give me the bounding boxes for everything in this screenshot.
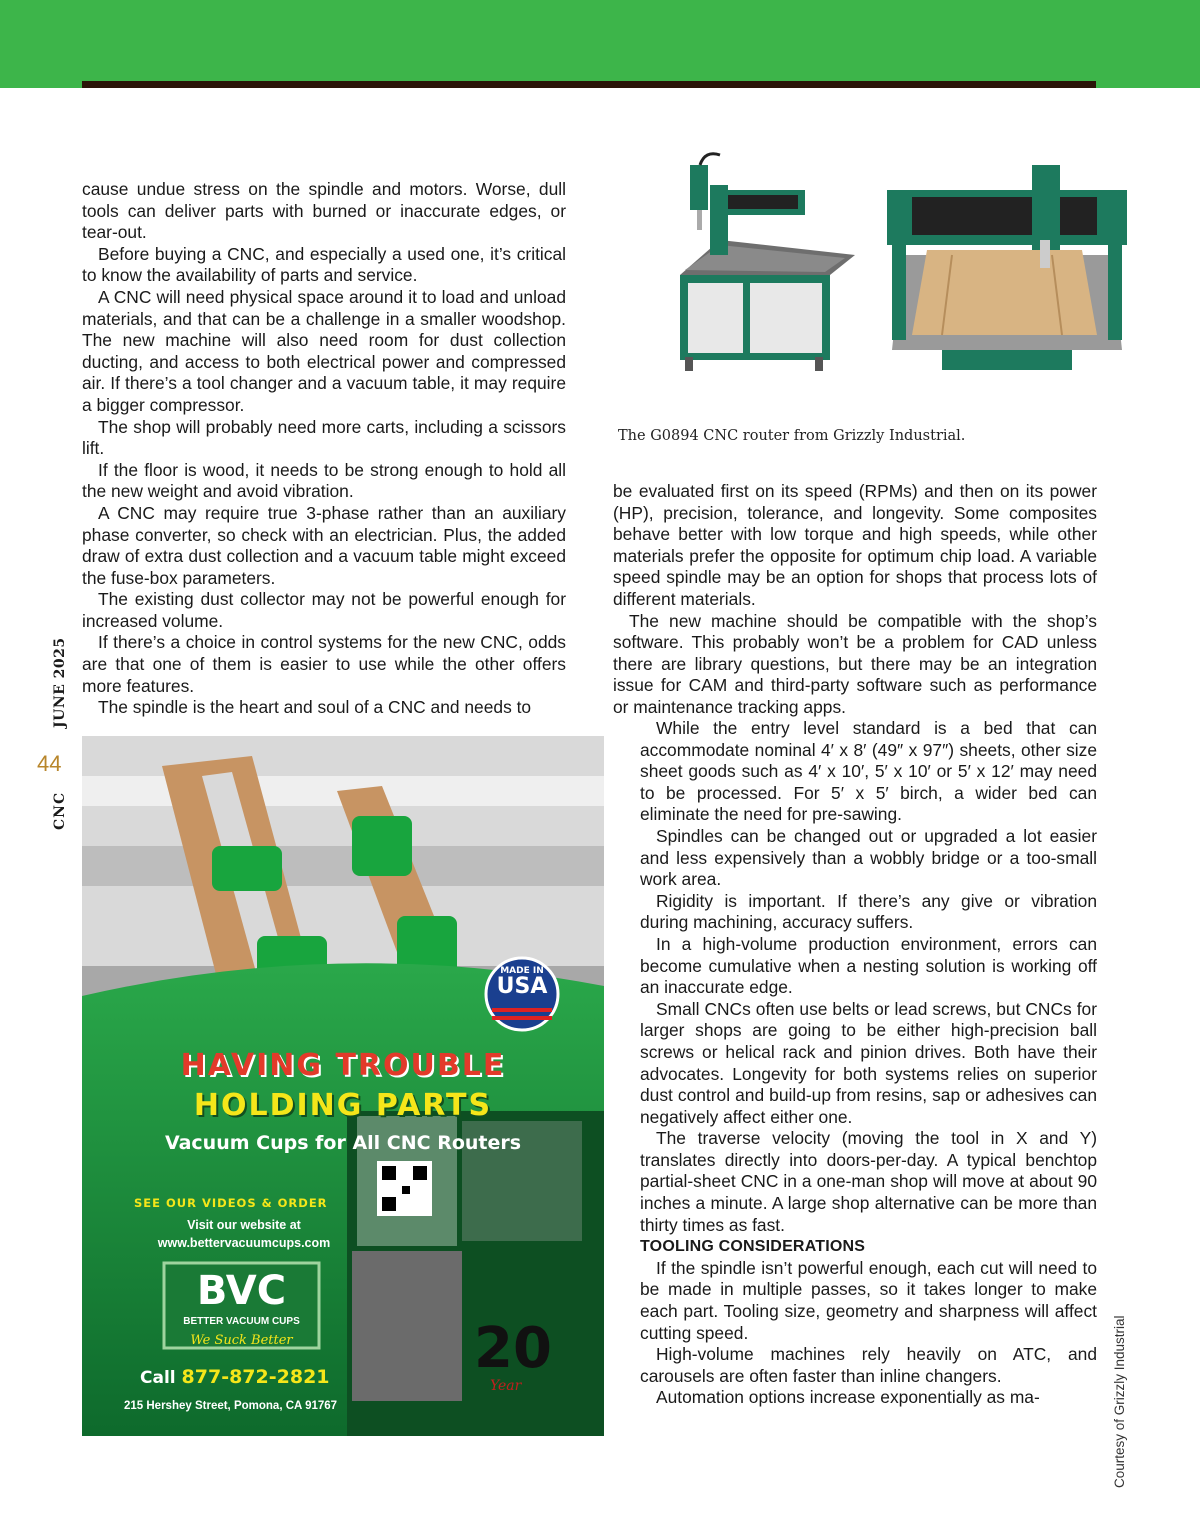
paragraph: Small CNCs often use belts or lead screws, but CNCs for larger shops are going to be either high-precision ball screws or helical rack and pinion drives. Both have their advocates. Longevity for both systems relies on superior dust control and build-up from resins, sap or adhesives can negatively affect either one. bbox=[640, 998, 1097, 1127]
paragraph: Rigidity is important. If there’s any give or vibration during machining, accuracy suffers. bbox=[640, 890, 1097, 933]
paragraph: A CNC will need physical space around it to load and unload materials, and that can be a challenge in a smaller woodshop. The new machine will also need room for dust collection ducting, and access to both electrical power and compressed air. If there’s a tool changer and a vacuum table, it may require a bigger compressor. bbox=[82, 286, 566, 415]
cnc-router-photo-front bbox=[650, 145, 865, 385]
folio-magazine: CNC bbox=[52, 791, 68, 830]
paragraph: The traverse velocity (moving the tool in X and Y) translates directly into doors-per-day. A typical benchtop partial-sheet CNC in a one-man shop will move at about 90 inches a minute. A large shop alternative can be more than thirty times as fast. bbox=[640, 1128, 1097, 1235]
paragraph: High-volume machines rely heavily on ATC, and carousels are often faster than inline changers. bbox=[640, 1344, 1097, 1386]
paragraph: The new machine should be compatible with the shop’s software. This probably won’t be a problem for CAD unless there are library questions, but there may be an integration issue for CAM and third-party software such as performance or maintenance tracking apps. bbox=[613, 610, 1097, 717]
ad-visit-label: Visit our website at bbox=[187, 1218, 301, 1232]
right-column-top bbox=[613, 481, 1097, 719]
anniversary-word: Year bbox=[490, 1378, 522, 1394]
phone-number[interactable]: 877-872-2821 bbox=[181, 1366, 330, 1388]
paragraph: The spindle is the heart and soul of a CNC and needs to bbox=[98, 697, 532, 718]
header-bar bbox=[0, 0, 1200, 88]
made-in-usa-badge bbox=[486, 966, 558, 998]
paragraph: A CNC may require true 3-phase rather than an auxiliary phase converter, so check with an electrician. Plus, the added draw of extra dust collection and a vacuum table might exceed the fuse-box parameters. bbox=[82, 502, 566, 588]
ad-cta: SEE OUR VIDEOS & ORDER bbox=[134, 1196, 328, 1210]
section-heading: TOOLING CONSIDERATIONS bbox=[640, 1238, 866, 1256]
ad-address: 215 Hershey Street, Pomona, CA 91767 bbox=[124, 1400, 338, 1412]
paragraph: The shop will probably need more carts, including a scissors lift. bbox=[82, 416, 566, 459]
paragraph: If there’s a choice in control systems for the new CNC, odds are that one of them is easier to use while the other offers more features. bbox=[82, 632, 566, 696]
paragraph: cause undue stress on the spindle and motors. Worse, dull tools can deliver parts with burned or inaccurate edges, or tear-out. bbox=[82, 179, 566, 243]
badge-top: MADE IN bbox=[500, 966, 544, 976]
badge-main: USA bbox=[496, 974, 548, 999]
bvc-tagline: We Suck Better bbox=[190, 1333, 293, 1348]
paragraph: be evaluated first on its speed (RPMs) and then on its power (HP), precision, tolerance, and longevity. Some composites behave better with low torque and high speeds, while other materials prefer the opposite for optimum chip load. A variable speed spindle may be an option for shops that process lots of different materials. bbox=[613, 481, 1097, 609]
photo-caption: The G0894 CNC router from Grizzly Industrial. bbox=[618, 428, 966, 444]
cnc-router-photo-bed bbox=[882, 145, 1132, 385]
page-number: 44 bbox=[37, 751, 62, 776]
ad-phone-line bbox=[140, 1366, 330, 1388]
ad-subhead: Vacuum Cups for All CNC Routers bbox=[164, 1132, 522, 1154]
paragraph: Before buying a CNC, and especially a used one, it’s critical to know the availability of parts and service. bbox=[82, 243, 566, 286]
header-rule bbox=[82, 81, 1096, 88]
paragraph: The existing dust collector may not be powerful enough for increased volume. bbox=[82, 589, 566, 631]
folio-month: JUNE 2025 bbox=[52, 637, 68, 728]
ad-headline-1: HAVING TROUBLE bbox=[180, 1048, 506, 1083]
right-column bbox=[640, 718, 1097, 1409]
paragraph: Automation options increase exponentially as ma- bbox=[656, 1387, 1040, 1408]
advertisement bbox=[82, 736, 604, 1436]
paragraph: If the floor is wood, it needs to be strong enough to hold all the new weight and avoid vibration. bbox=[82, 459, 566, 502]
ad-headline-2: HOLDING PARTS bbox=[193, 1088, 493, 1123]
bvc-logo: BVC bbox=[196, 1268, 287, 1314]
photo-credit: Courtesy of Grizzly Industrial bbox=[1112, 1315, 1127, 1488]
anniversary-number: 20 bbox=[474, 1316, 552, 1381]
ad-website[interactable]: www.bettervacuumcups.com bbox=[157, 1236, 331, 1250]
paragraph: Spindles can be changed out or upgraded a lot easier and less expensively than a wobbly bridge or a too-small work area. bbox=[640, 825, 1097, 890]
bvc-logo-sub: BETTER VACUUM CUPS bbox=[183, 1316, 300, 1327]
paragraph: If the spindle isn’t powerful enough, each cut will need to be made in multiple passes, so it takes longer to make each part. Tooling size, geometry and sharpness will affect cutting speed. bbox=[640, 1257, 1097, 1343]
paragraph: In a high-volume production environment, errors can become cumulative when a nesting solution is working off an inaccurate edge. bbox=[640, 933, 1097, 998]
paragraph: While the entry level standard is a bed that can accommodate nominal 4′ x 8′ (49″ x 97″) sheets, other size sheet goods such as 4′ x 10′, 5′ x 10′ or 5′ x 12′ may need to be processed. For 5′ x 5′ birch, a wider bed can eliminate the need for pre-sawing. bbox=[640, 718, 1097, 825]
call-label: Call bbox=[140, 1368, 176, 1388]
left-column bbox=[82, 179, 566, 719]
